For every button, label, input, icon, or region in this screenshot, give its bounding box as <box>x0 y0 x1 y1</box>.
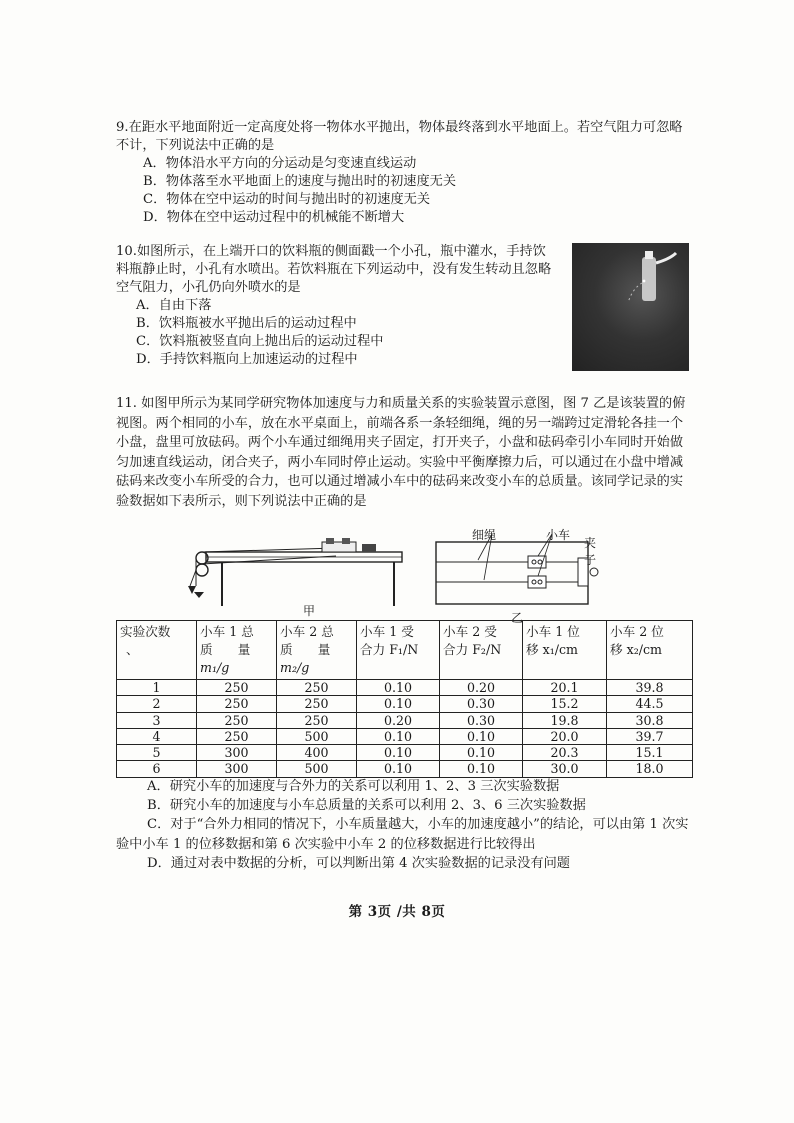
header-f1: 小车 1 受 合力 F₁/N <box>357 621 440 680</box>
apparatus-top-view-figure <box>434 524 602 610</box>
header-trial: 实验次数 、 <box>117 621 197 680</box>
figure-label-rope: 细绳 <box>472 528 497 542</box>
question-11-stem: 11. 如图甲所示为某同学研究物体加速度与力和质量关系的实验装置示意图，图 7 乙是该装置的俯视图。两个相同的小车，放在水平桌面上，前端各系一条轻细绳，绳的另一端跨过定滑轮各挂一个小盘，盘里可放砝码。两个小车通过细绳用夹子固定，打开夹子，小盘和砝码牵引小车同时开始做匀加速直线运动，闭合夹子，两小车同时停止运动。实验中平衡摩擦力后，可以通过在小盘中增减砝码来改变小车所受的合力，也可以通过增减小车中的砝码来改变小车的总质量。该同学记录的实验数据如下表所示，则下列说法中正确的是 <box>116 396 686 509</box>
header-x1: 小车 1 位 移 x₁/cm <box>523 621 607 680</box>
question-11-option-b: B．研究小车的加速度与小车总质量的关系可以利用 2、3、6 三次实验数据 <box>147 798 586 814</box>
header-f2: 小车 2 受 合力 F₂/N <box>440 621 523 680</box>
bottle-photo <box>572 243 689 371</box>
table-row: 1 250 250 0.10 0.20 20.1 39.8 <box>117 680 693 696</box>
question-10-option-a: A．自由下落 <box>136 298 212 313</box>
table-row: 4 250 500 0.10 0.10 20.0 39.7 <box>117 728 693 744</box>
question-10-option-b: B．饮料瓶被水平抛出后的运动过程中 <box>136 316 357 331</box>
question-10-stem: 10.如图所示，在上端开口的饮料瓶的侧面戳一个小孔，瓶中灌水，手持饮料瓶静止时，小孔有水喷出。若饮料瓶在下列运动中，没有发生转动且忽略空气阻力，小孔仍向外喷水的是 <box>116 244 552 295</box>
header-m2: 小车 2 总 质 量 m₂/g <box>277 621 357 680</box>
question-11-option-c: C．对于“合外力相同的情况下，小车质量越大，小车的加速度越小”的结论，可以由第 1 次实验中小车 1 的位移数据和第 6 次实验中小车 2 的位移数据进行比较得出 <box>116 817 689 852</box>
question-10-option-d: D．手持饮料瓶向上加速运动的过程中 <box>136 352 358 367</box>
question-11-option-a: A．研究小车的加速度与合外力的关系可以利用 1、2、3 三次实验数据 <box>147 779 560 794</box>
question-9-option-c: C．物体在空中运动的时间与抛出时的初速度无关 <box>143 192 431 207</box>
table-header-row <box>117 621 693 680</box>
experiment-data-table <box>116 620 693 778</box>
question-11-options <box>116 777 696 873</box>
header-m1: 小车 1 总 质 量 m₁/g <box>197 621 277 680</box>
page-number: 第 3页 /共 8页 <box>348 904 446 920</box>
question-10 <box>116 243 556 369</box>
question-9-option-d: D．物体在空中运动过程中的机械能不断增大 <box>143 210 405 225</box>
header-x2: 小车 2 位 移 x₂/cm <box>607 621 693 680</box>
apparatus-side-view-figure <box>186 538 408 614</box>
table-row: 3 250 250 0.20 0.30 19.8 30.8 <box>117 712 693 728</box>
figure-label-jia: 甲 <box>303 604 316 618</box>
question-9-option-a: A．物体沿水平方向的分运动是匀变速直线运动 <box>143 156 417 171</box>
question-9-stem: 9.在距水平地面附近一定高度处将一物体水平抛出，物体最终落到水平地面上。若空气阻力可忽略不计，下列说法中正确的是 <box>116 120 683 153</box>
question-11 <box>116 394 691 512</box>
figure-label-yi: 乙 <box>511 611 524 625</box>
table-row: 5 300 400 0.10 0.10 20.3 15.1 <box>117 745 693 761</box>
table-row: 6 300 500 0.10 0.10 30.0 18.0 <box>117 761 693 777</box>
question-11-option-d: D．通过对表中数据的分析，可以判断出第 4 次实验数据的记录没有问题 <box>147 855 570 871</box>
question-9-option-b: B．物体落至水平地面上的速度与抛出时的初速度无关 <box>143 174 457 189</box>
figure-label-cart: 小车 <box>546 528 571 542</box>
question-10-option-c: C．饮料瓶被竖直向上抛出后的运动过程中 <box>136 334 384 349</box>
table-row: 2 250 250 0.10 0.30 15.2 44.5 <box>117 696 693 712</box>
figure-label-clip: 夹子 <box>584 536 597 567</box>
question-9 <box>116 119 688 227</box>
